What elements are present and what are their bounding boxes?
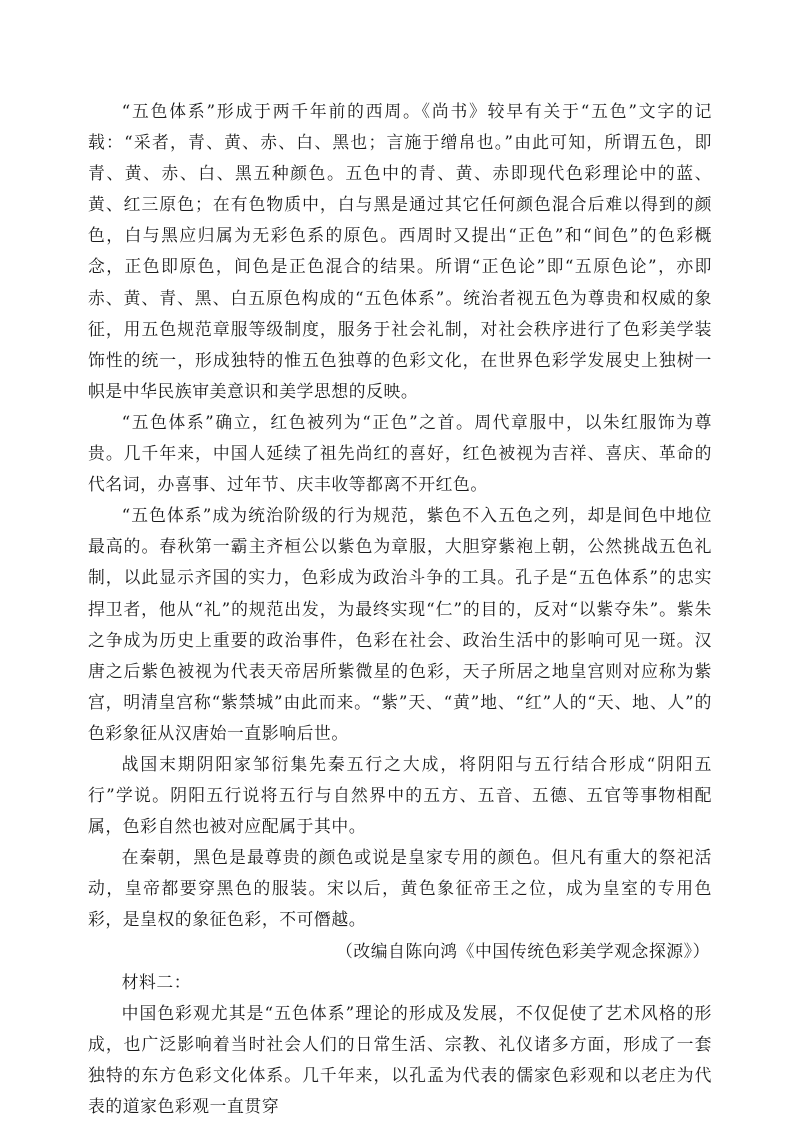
- paragraph-yin-yang-wuxing: 战国末期阴阳家邹衍集先秦五行之大成，将阴阳与五行结合形成“阴阳五行”学说。阴阳五行说将五行与自然界中的五方、五音、五德、五官等事物相配属，色彩自然也被对应配属于其中。: [88, 753, 712, 837]
- paragraph-material-two: 中国色彩观尤其是“五色体系”理论的形成及发展，不仅促使了艺术风格的形成，也广泛影响着当时社会人们的日常生活、宗教、礼仪诸多方面，形成了一套独特的东方色彩文化体系。几千年来，以孔孟为代表的儒家色彩观和以老庄为代表的道家色彩观一直贯穿: [88, 1002, 712, 1116]
- source-citation: （改编自陈向鸿《中国传统色彩美学观念探源》）: [336, 940, 710, 961]
- paragraph-wuse-origin: “五色体系”形成于两千年前的西周。《尚书》较早有关于“五色”文字的记载：“采者，青、黄、赤、白、黑也；言施于缯帛也。”由此可知，所谓五色，即青、黄、赤、白、黑五种颜色。五色中的青、黄、赤即现代色彩理论中的蓝、黄、红三原色；在有色物质中，白与黑是通过其它任何颜色混合后难以得到的颜色，白与黑应归属为无彩色系的原色。西周时又提出“正色”和“间色”的色彩概念，正色即原色，间色是正色混合的结果。所谓“正色论”即“五原色论”，亦即赤、黄、青、黑、白五原色构成的“五色体系”。统治者视五色为尊贵和权威的象征，用五色规范章服等级制度，服务于社会礼制，对社会秩序进行了色彩美学装饰性的统一，形成独特的惟五色独尊的色彩文化，在世界色彩学发展史上独树一帜是中华民族审美意识和美学思想的反映。: [88, 101, 712, 401]
- section-heading-material-two: 材料二：: [121, 971, 192, 992]
- paragraph-black-yellow: 在秦朝，黑色是最尊贵的颜色或说是皇家专用的颜色。但凡有重大的祭祀活动，皇帝都要穿黑色的服装。宋以后，黄色象征帝王之位，成为皇室的专用色彩，是皇权的象征色彩，不可僭越。: [88, 847, 712, 930]
- paragraph-red-color: “五色体系”确立，红色被列为“正色”之首。周代章服中，以朱红服饰为尊贵。几千年来，中国人延续了祖先尚红的喜好，红色被视为吉祥、喜庆、革命的代名词，办喜事、过年节、庆丰收等都离不开红色。: [88, 411, 712, 495]
- paragraph-purple-color: “五色体系”成为统治阶级的行为规范，紫色不入五色之列，却是间色中地位最高的。春秋第一霸主齐桓公以紫色为章服，大胆穿紫袍上朝，公然挑战五色礼制，以此显示齐国的实力，色彩成为政治斗争的工具。孔子是“五色体系”的忠实捍卫者，他从“礼”的规范出发，为最终实现“仁”的目的，反对“以紫夺朱”。紫朱之争成为历史上重要的政治事件，色彩在社会、政治生活中的影响可见一斑。汉唐之后紫色被视为代表天帝居所紫微星的色彩，天子所居之地皇宫则对应称为紫宫，明清皇宫称“紫禁城”由此而来。“紫”天、“黄”地、“红”人的“天、地、人”的色彩象征从汉唐始一直影响后世。: [88, 505, 712, 743]
